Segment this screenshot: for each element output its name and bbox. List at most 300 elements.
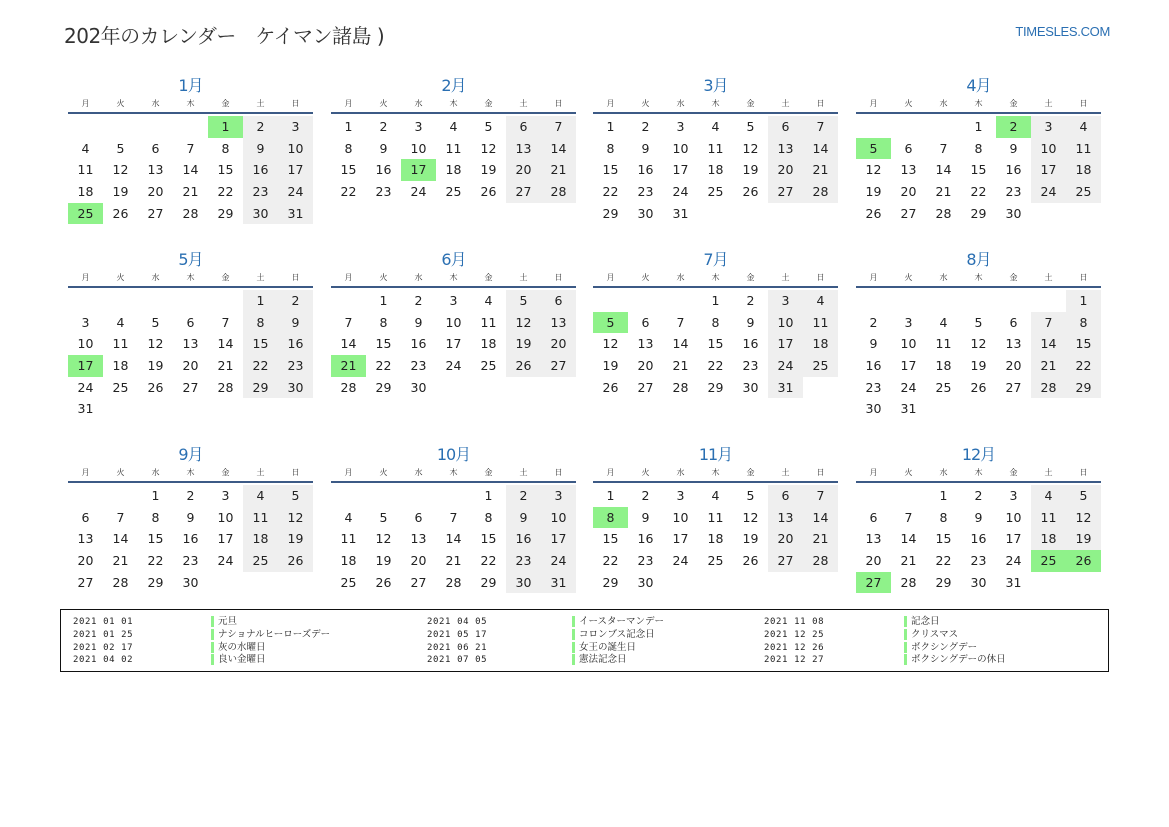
day-cell: 2 xyxy=(243,116,278,138)
weekday-label: 木 xyxy=(711,273,720,282)
day-cell: 25 xyxy=(803,355,838,377)
day-cell: 21 xyxy=(1031,355,1066,377)
day-cell: 18 xyxy=(1031,528,1066,550)
day-cell: 28 xyxy=(217,379,234,395)
day-cell: 19 xyxy=(278,528,313,550)
day-cell: 26 xyxy=(480,184,497,200)
day-cell: 27 xyxy=(182,379,199,395)
day-cell: 5 xyxy=(593,312,628,334)
week-row xyxy=(331,138,576,160)
day-cell: 7 xyxy=(541,116,576,138)
weekday-header xyxy=(68,271,313,285)
day-cell: 26 xyxy=(970,379,987,395)
weekday-header xyxy=(593,466,838,480)
day-cell: 26 xyxy=(147,379,164,395)
day-cell: 13 xyxy=(768,507,803,529)
holiday-entry xyxy=(427,654,664,667)
day-cell: 17 xyxy=(541,528,576,550)
day-cell: 16 xyxy=(742,336,759,352)
weekday-label: 火 xyxy=(904,99,913,108)
day-cell: 2 xyxy=(746,293,755,308)
day-cell: 30 xyxy=(243,203,278,225)
page-title: 202年のカレンダー ケイマン諸島 ) xyxy=(64,24,385,48)
week-row xyxy=(856,507,1101,529)
day-cell: 28 xyxy=(803,550,838,572)
day-cell: 20 xyxy=(865,553,882,569)
weekday-label: 日 xyxy=(1079,468,1088,477)
week-row xyxy=(331,377,576,399)
day-cell: 22 xyxy=(1066,355,1101,377)
day-cell: 21 xyxy=(803,159,838,181)
week-row xyxy=(593,355,838,377)
month-name: 10月 xyxy=(436,445,471,464)
weekday-label: 土 xyxy=(1044,273,1053,282)
holiday-date: 2021 01 01 xyxy=(73,617,134,627)
day-cell: 25 xyxy=(707,184,724,200)
day-cell: 4 xyxy=(449,119,458,134)
weekday-label: 土 xyxy=(256,273,265,282)
holiday-entry xyxy=(764,642,1006,655)
empty-cell xyxy=(331,485,366,507)
day-cell: 28 xyxy=(112,574,129,590)
holiday-name: コロンブス記念日 xyxy=(572,629,655,640)
day-cell: 22 xyxy=(375,358,392,374)
day-cell: 22 xyxy=(480,553,497,569)
weekday-label: 木 xyxy=(186,468,195,477)
day-cell: 6 xyxy=(768,485,803,507)
day-cell: 13 xyxy=(410,531,427,547)
weekday-label: 日 xyxy=(1079,273,1088,282)
empty-cell xyxy=(663,290,698,312)
day-cell: 9 xyxy=(641,140,650,156)
header-rule xyxy=(68,286,313,288)
weekday-header xyxy=(331,97,576,111)
day-cell: 20 xyxy=(768,159,803,181)
day-cell: 27 xyxy=(1005,379,1022,395)
day-cell: 25 xyxy=(112,379,129,395)
week-row xyxy=(68,398,313,420)
week-row xyxy=(593,550,838,572)
day-cell: 1 xyxy=(344,119,353,134)
empty-cell xyxy=(366,485,401,507)
empty-cell xyxy=(103,398,138,420)
weekday-label: 水 xyxy=(414,468,423,477)
day-cell: 28 xyxy=(803,181,838,203)
day-cell: 10 xyxy=(672,140,689,156)
day-cell: 12 xyxy=(112,162,129,178)
week-row xyxy=(856,528,1101,550)
empty-cell xyxy=(436,377,471,399)
empty-cell xyxy=(926,290,961,312)
day-cell: 22 xyxy=(340,184,357,200)
empty-cell xyxy=(961,290,996,312)
header-rule xyxy=(856,481,1101,483)
day-cell: 17 xyxy=(217,531,234,547)
weekday-label: 火 xyxy=(116,468,125,477)
day-cell: 15 xyxy=(375,336,392,352)
day-cell: 2 xyxy=(278,290,313,312)
month-block xyxy=(593,249,838,398)
empty-cell xyxy=(173,290,208,312)
week-row xyxy=(856,138,1101,160)
weekday-header xyxy=(856,466,1101,480)
day-cell: 7 xyxy=(344,314,353,330)
day-cell: 26 xyxy=(1066,550,1101,572)
day-cell: 18 xyxy=(77,184,94,200)
empty-cell xyxy=(208,572,243,594)
month-name: 2月 xyxy=(441,76,466,95)
weekday-label: 水 xyxy=(151,99,160,108)
holiday-name: クリスマス xyxy=(904,629,958,640)
empty-cell xyxy=(891,290,926,312)
day-cell: 21 xyxy=(935,184,952,200)
week-row xyxy=(331,550,576,572)
week-row xyxy=(856,550,1101,572)
holiday-list xyxy=(60,609,1109,672)
weekday-label: 金 xyxy=(484,468,493,477)
month-block xyxy=(856,249,1101,420)
day-cell: 25 xyxy=(243,550,278,572)
day-cell: 10 xyxy=(900,336,917,352)
day-cell: 23 xyxy=(742,358,759,374)
day-cell: 4 xyxy=(1066,116,1101,138)
empty-cell xyxy=(173,116,208,138)
day-cell: 7 xyxy=(449,509,458,525)
day-cell: 24 xyxy=(900,379,917,395)
month-name: 5月 xyxy=(178,250,203,269)
empty-cell xyxy=(243,572,278,594)
day-cell: 18 xyxy=(243,528,278,550)
weekday-label: 火 xyxy=(641,273,650,282)
day-cell: 3 xyxy=(768,290,803,312)
holiday-date: 2021 12 25 xyxy=(764,629,825,640)
day-cell: 27 xyxy=(410,574,427,590)
day-cell: 23 xyxy=(243,181,278,203)
day-cell: 19 xyxy=(1066,528,1101,550)
weekday-label: 火 xyxy=(379,273,388,282)
month-block xyxy=(593,444,838,593)
week-row xyxy=(68,355,313,377)
day-cell: 6 xyxy=(506,116,541,138)
empty-cell xyxy=(663,572,698,594)
week-row xyxy=(68,203,313,225)
day-cell: 12 xyxy=(375,531,392,547)
day-cell: 10 xyxy=(445,314,462,330)
week-row xyxy=(68,138,313,160)
weekday-label: 日 xyxy=(1079,99,1088,108)
holiday-name: ボクシングデー xyxy=(904,642,977,653)
holiday-date: 2021 04 05 xyxy=(427,617,488,627)
week-row xyxy=(856,203,1101,225)
day-cell: 30 xyxy=(410,379,427,395)
day-cell: 8 xyxy=(593,507,628,529)
day-cell: 19 xyxy=(375,553,392,569)
day-cell: 26 xyxy=(865,205,882,221)
week-row xyxy=(68,485,313,507)
day-cell: 27 xyxy=(637,379,654,395)
day-cell: 20 xyxy=(182,358,199,374)
day-cell: 5 xyxy=(379,509,388,525)
day-cell: 13 xyxy=(77,531,94,547)
day-cell: 10 xyxy=(217,509,234,525)
day-cell: 2 xyxy=(869,314,878,330)
day-cell: 30 xyxy=(970,574,987,590)
weekday-label: 月 xyxy=(606,273,615,282)
empty-cell xyxy=(138,290,173,312)
empty-cell xyxy=(1031,572,1066,594)
day-cell: 13 xyxy=(541,312,576,334)
day-cell: 16 xyxy=(182,531,199,547)
day-cell: 24 xyxy=(1005,553,1022,569)
day-cell: 13 xyxy=(182,336,199,352)
day-cell: 6 xyxy=(414,509,423,525)
day-cell: 7 xyxy=(116,509,125,525)
day-cell: 10 xyxy=(410,140,427,156)
day-cell: 26 xyxy=(112,205,129,221)
weekday-label: 水 xyxy=(939,99,948,108)
empty-cell xyxy=(506,377,541,399)
month-block xyxy=(856,444,1101,593)
day-cell: 14 xyxy=(340,336,357,352)
empty-cell xyxy=(401,485,436,507)
weekday-label: 水 xyxy=(414,99,423,108)
holiday-name: 憲法記念日 xyxy=(572,654,627,665)
weekday-label: 金 xyxy=(1009,468,1018,477)
empty-cell xyxy=(803,572,838,594)
day-cell: 11 xyxy=(1066,138,1101,160)
day-cell: 22 xyxy=(602,553,619,569)
day-cell: 23 xyxy=(637,553,654,569)
week-row xyxy=(856,377,1101,399)
day-cell: 22 xyxy=(217,184,234,200)
day-cell: 25 xyxy=(340,574,357,590)
weekday-header xyxy=(856,97,1101,111)
empty-cell xyxy=(471,377,506,399)
week-row xyxy=(68,159,313,181)
weekday-label: 金 xyxy=(221,468,230,477)
weekday-label: 日 xyxy=(816,99,825,108)
day-cell: 15 xyxy=(217,162,234,178)
holiday-entry xyxy=(73,642,330,655)
day-cell: 23 xyxy=(182,553,199,569)
day-cell: 6 xyxy=(151,140,160,156)
holiday-date: 2021 11 08 xyxy=(764,617,825,627)
day-cell: 17 xyxy=(278,159,313,181)
weekday-label: 月 xyxy=(81,273,90,282)
site-logo-text[interactable]: TIMESLES.COM xyxy=(1015,24,1110,39)
day-cell: 22 xyxy=(970,184,987,200)
weekday-label: 日 xyxy=(291,468,300,477)
day-cell: 1 xyxy=(711,293,720,308)
weekday-label: 土 xyxy=(781,99,790,108)
day-cell: 15 xyxy=(340,162,357,178)
weekday-label: 月 xyxy=(869,273,878,282)
week-row xyxy=(593,138,838,160)
empty-cell xyxy=(996,398,1031,420)
day-cell: 27 xyxy=(768,181,803,203)
day-cell: 23 xyxy=(375,184,392,200)
day-cell: 11 xyxy=(803,312,838,334)
empty-cell xyxy=(961,398,996,420)
day-cell: 8 xyxy=(379,314,388,330)
day-cell: 14 xyxy=(803,507,838,529)
month-name: 11月 xyxy=(698,445,733,464)
weekday-label: 火 xyxy=(379,468,388,477)
day-cell: 7 xyxy=(939,140,948,156)
day-cell: 15 xyxy=(1066,333,1101,355)
day-cell: 23 xyxy=(278,355,313,377)
week-row xyxy=(68,290,313,312)
day-cell: 14 xyxy=(541,138,576,160)
empty-cell xyxy=(436,485,471,507)
empty-cell xyxy=(68,116,103,138)
day-cell: 3 xyxy=(278,116,313,138)
day-cell: 24 xyxy=(410,184,427,200)
week-row xyxy=(856,398,1101,420)
empty-cell xyxy=(1031,290,1066,312)
day-cell: 29 xyxy=(147,574,164,590)
day-cell: 27 xyxy=(768,550,803,572)
week-row xyxy=(593,528,838,550)
day-cell: 6 xyxy=(768,116,803,138)
day-cell: 8 xyxy=(344,140,353,156)
day-cell: 15 xyxy=(480,531,497,547)
day-cell: 11 xyxy=(480,314,497,330)
month-block xyxy=(593,75,838,224)
day-cell: 5 xyxy=(506,290,541,312)
month-block xyxy=(68,249,313,420)
day-cell: 13 xyxy=(865,531,882,547)
header-rule xyxy=(593,112,838,114)
day-cell: 12 xyxy=(970,336,987,352)
day-cell: 7 xyxy=(676,314,685,330)
weekday-label: 水 xyxy=(939,273,948,282)
day-cell: 29 xyxy=(217,205,234,221)
day-cell: 28 xyxy=(1031,377,1066,399)
empty-cell xyxy=(68,290,103,312)
day-cell: 27 xyxy=(900,205,917,221)
week-row xyxy=(68,377,313,399)
day-cell: 9 xyxy=(243,138,278,160)
day-cell: 8 xyxy=(606,140,615,156)
day-cell: 18 xyxy=(1066,159,1101,181)
weekday-label: 土 xyxy=(781,468,790,477)
day-cell: 28 xyxy=(935,205,952,221)
weekday-label: 土 xyxy=(781,273,790,282)
week-row xyxy=(593,507,838,529)
day-cell: 20 xyxy=(900,184,917,200)
weekday-label: 木 xyxy=(186,99,195,108)
day-cell: 14 xyxy=(182,162,199,178)
day-cell: 2 xyxy=(506,485,541,507)
week-row xyxy=(593,116,838,138)
week-row xyxy=(856,116,1101,138)
day-cell: 21 xyxy=(803,528,838,550)
holiday-date: 2021 12 26 xyxy=(764,642,825,653)
day-cell: 12 xyxy=(865,162,882,178)
day-cell: 8 xyxy=(939,509,948,525)
weekday-label: 金 xyxy=(221,273,230,282)
month-block xyxy=(856,75,1101,224)
day-cell: 24 xyxy=(1031,181,1066,203)
weekday-label: 木 xyxy=(449,99,458,108)
month-name: 1月 xyxy=(178,76,203,95)
header-rule xyxy=(68,112,313,114)
day-cell: 3 xyxy=(676,488,685,503)
holiday-date: 2021 12 27 xyxy=(764,655,825,666)
day-cell: 27 xyxy=(541,355,576,377)
day-cell: 15 xyxy=(707,336,724,352)
day-cell: 9 xyxy=(414,314,423,330)
day-cell: 22 xyxy=(707,358,724,374)
empty-cell xyxy=(68,485,103,507)
day-cell: 6 xyxy=(541,290,576,312)
day-cell: 16 xyxy=(375,162,392,178)
holiday-entry xyxy=(73,629,330,642)
day-cell: 8 xyxy=(1066,312,1101,334)
holiday-name: 女王の誕生日 xyxy=(572,642,636,653)
day-cell: 15 xyxy=(935,531,952,547)
empty-cell xyxy=(278,572,313,594)
holiday-column-3 xyxy=(764,616,1006,667)
empty-cell xyxy=(803,377,838,399)
day-cell: 9 xyxy=(974,509,983,525)
day-cell: 8 xyxy=(243,312,278,334)
weekday-label: 日 xyxy=(291,273,300,282)
empty-cell xyxy=(733,203,768,225)
weekday-label: 金 xyxy=(746,273,755,282)
day-cell: 31 xyxy=(768,377,803,399)
day-cell: 13 xyxy=(1005,336,1022,352)
empty-cell xyxy=(996,290,1031,312)
day-cell: 8 xyxy=(711,314,720,330)
weekday-label: 月 xyxy=(869,468,878,477)
empty-cell xyxy=(926,398,961,420)
holiday-date: 2021 05 17 xyxy=(427,629,488,640)
holiday-name: ナショナルヒーローズデー xyxy=(211,629,330,640)
holiday-date: 2021 07 05 xyxy=(427,655,488,666)
empty-cell xyxy=(593,290,628,312)
day-cell: 8 xyxy=(151,509,160,525)
empty-cell xyxy=(103,290,138,312)
empty-cell xyxy=(628,290,663,312)
day-cell: 23 xyxy=(637,184,654,200)
day-cell: 22 xyxy=(935,553,952,569)
day-cell: 18 xyxy=(707,162,724,178)
empty-cell xyxy=(856,290,891,312)
day-cell: 13 xyxy=(637,336,654,352)
day-cell: 4 xyxy=(484,293,493,308)
day-cell: 20 xyxy=(77,553,94,569)
day-cell: 24 xyxy=(541,550,576,572)
weekday-label: 日 xyxy=(554,468,563,477)
holiday-column-2 xyxy=(427,616,664,667)
weekday-label: 火 xyxy=(379,99,388,108)
day-cell: 28 xyxy=(182,205,199,221)
weekday-label: 金 xyxy=(484,273,493,282)
day-cell: 5 xyxy=(116,140,125,156)
empty-cell xyxy=(138,116,173,138)
weekday-header xyxy=(68,97,313,111)
day-cell: 11 xyxy=(340,531,357,547)
day-cell: 10 xyxy=(1005,509,1022,525)
weekday-label: 火 xyxy=(904,273,913,282)
weekday-label: 水 xyxy=(676,99,685,108)
day-cell: 6 xyxy=(1009,314,1018,330)
day-cell: 11 xyxy=(935,336,952,352)
day-cell: 17 xyxy=(1031,159,1066,181)
day-cell: 4 xyxy=(81,140,90,156)
